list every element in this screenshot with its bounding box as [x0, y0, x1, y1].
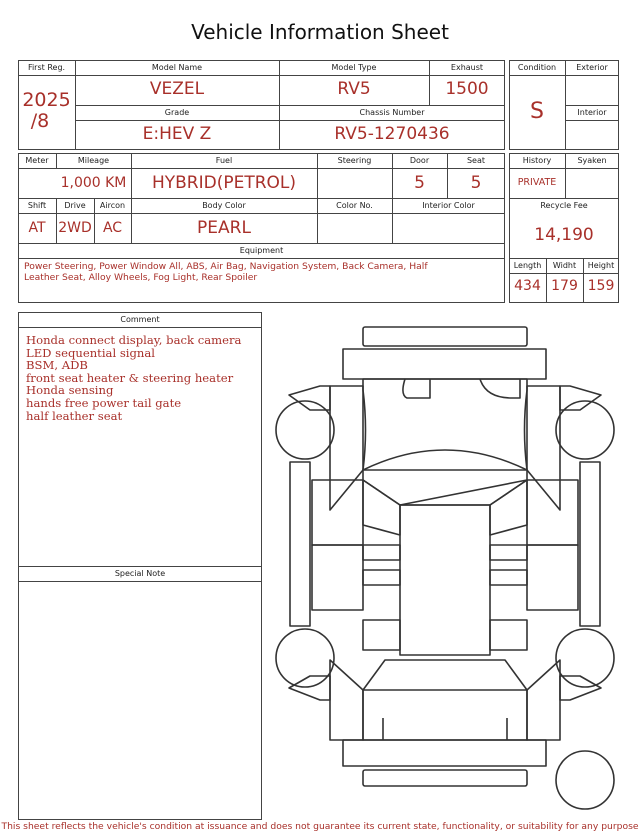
comment-label: Comment — [120, 315, 160, 324]
comment-line: Honda sensing — [26, 383, 114, 398]
recycle-fee-value: 14,190 — [534, 225, 594, 245]
model-name-value: VEZEL — [149, 79, 205, 99]
aircon-label: Aircon — [99, 201, 126, 210]
condition-value: S — [530, 99, 544, 124]
body-color-value: PEARL — [197, 218, 251, 238]
first-reg-label: First Reg. — [27, 63, 66, 72]
page-title: Vehicle Information Sheet — [191, 20, 449, 44]
drive-label: Drive — [64, 201, 86, 210]
grade-value: E:HEV Z — [142, 124, 212, 144]
seat-value: 5 — [470, 173, 482, 193]
height-value: 159 — [587, 278, 615, 294]
first-reg-month: /8 — [30, 110, 50, 132]
first-reg-year: 2025 — [22, 89, 71, 111]
model-type-label: Model Type — [331, 63, 377, 72]
shift-label: Shift — [27, 201, 47, 210]
history-label: History — [522, 156, 552, 165]
mileage-value: 1,000 KM — [60, 175, 127, 191]
mileage-label: Mileage — [77, 156, 110, 165]
comment-line: Honda connect display, back camera — [26, 333, 242, 347]
exhaust-value: 1500 — [445, 79, 489, 99]
length-value: 434 — [514, 278, 541, 294]
syaken-label: Syaken — [577, 156, 607, 165]
width-label: Widht — [552, 261, 577, 270]
recycle-fee-label: Recycle Fee — [540, 201, 588, 210]
aircon-value: AC — [102, 220, 123, 236]
condition-label: Condition — [517, 63, 557, 72]
comment-line: half leather seat — [26, 408, 123, 423]
door-value: 5 — [414, 173, 425, 193]
door-label: Door — [409, 156, 430, 165]
exhaust-label: Exhaust — [450, 63, 484, 72]
chassis-number-value: RV5-1270436 — [334, 124, 450, 144]
body-color-label: Body Color — [202, 201, 246, 210]
comment-line: LED sequential signal — [26, 345, 156, 360]
comment-line: front seat heater & steering heater — [26, 370, 234, 385]
equipment-text: Power Steering, Power Window All, ABS, Air Bag, Navigation System, Back Camera, Half Leather Seat, Alloy Wheels, Fog Light, Rear Spoiler — [24, 261, 428, 283]
interior-color-label: Interior Color — [422, 201, 475, 210]
comment-line: BSM, ADB — [26, 358, 88, 373]
length-label: Length — [513, 261, 542, 270]
seat-label: Seat — [466, 156, 486, 165]
model-name-label: Model Name — [151, 63, 203, 72]
height-label: Height — [587, 261, 615, 270]
exterior-label: Exterior — [576, 63, 608, 72]
shift-value: AT — [28, 220, 46, 236]
fuel-label: Fuel — [215, 156, 233, 165]
comment-line: hands free power tail gate — [26, 395, 182, 410]
steering-label: Steering — [337, 156, 372, 165]
color-no-label: Color No. — [336, 201, 373, 210]
equipment-label: Equipment — [239, 246, 284, 255]
chassis-number-label: Chassis Number — [359, 108, 425, 117]
special-note-label: Special Note — [114, 569, 166, 578]
fuel-value: HYBRID(PETROL) — [151, 173, 297, 193]
history-value: PRIVATE — [517, 177, 557, 188]
meter-label: Meter — [25, 156, 49, 165]
disclaimer-footer: This sheet reflects the vehicle's condition at issuance and does not guarantee its current state, functionality, or suitability for any purpose — [1, 821, 639, 832]
drive-value: 2WD — [58, 220, 92, 236]
grade-label: Grade — [164, 108, 190, 117]
interior-label: Interior — [577, 108, 607, 117]
model-type-value: RV5 — [337, 79, 371, 99]
width-value: 179 — [551, 278, 578, 294]
